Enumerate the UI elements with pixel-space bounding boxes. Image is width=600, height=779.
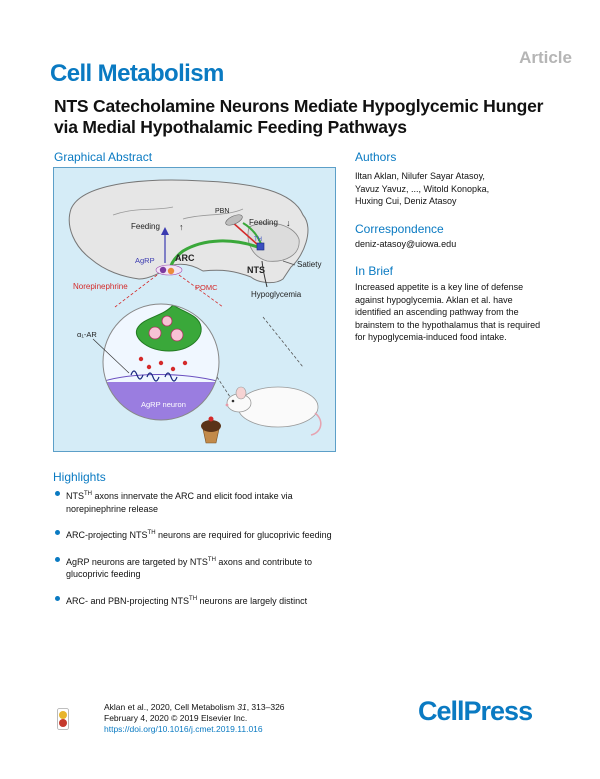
highlights-list bbox=[55, 488, 355, 619]
bullet-icon bbox=[55, 596, 60, 601]
correspondence-heading: Correspondence bbox=[355, 222, 444, 236]
label-pomc: POMC bbox=[195, 283, 218, 292]
label-th: TH bbox=[254, 237, 262, 243]
graphical-abstract-figure bbox=[53, 167, 336, 452]
doi-link[interactable]: https://doi.org/10.1016/j.cmet.2019.11.016 bbox=[104, 724, 263, 734]
ne-molecule bbox=[147, 365, 151, 369]
highlight-item: $NTS^{TH}$ axons innervate the ARC and elicit food intake via norepinephrine release bbox=[55, 488, 355, 515]
bullet-icon bbox=[55, 557, 60, 562]
cellpress-logo: CellPress bbox=[418, 696, 533, 726]
label-hypoglycemia: Hypoglycemia bbox=[251, 290, 302, 299]
authors-list bbox=[355, 170, 555, 208]
author-line: Huxing Cui, Deniz Atasoy bbox=[355, 196, 457, 206]
article-title: NTS Catecholamine Neurons Mediate Hypoglycemic Hunger via Medial Hypothalamic Feeding Pathways bbox=[54, 96, 544, 137]
ne-molecule bbox=[183, 361, 187, 365]
bullet-icon bbox=[55, 530, 60, 535]
in-brief-heading: In Brief bbox=[355, 264, 394, 278]
label-agrp-neuron: AgRP neuron bbox=[141, 400, 186, 409]
author-line: Iltan Aklan, Nilufer Sayar Atasoy, bbox=[355, 171, 485, 181]
label-pbn: PBN bbox=[215, 208, 230, 215]
crossmark-icon[interactable] bbox=[57, 708, 69, 730]
citation-line-1: Aklan et al., 2020, Cell Metabolism 31, 313–326 bbox=[104, 702, 285, 712]
article-type-tag: Article bbox=[519, 48, 572, 67]
label-satiety: Satiety bbox=[297, 260, 322, 269]
ne-molecule bbox=[159, 361, 163, 365]
highlight-item: ARC- and PBN-projecting $NTS^{TH}$ neurons are largely distinct bbox=[55, 593, 355, 608]
authors-heading: Authors bbox=[355, 150, 397, 164]
label-nts: NTS bbox=[247, 265, 265, 275]
ne-molecule bbox=[139, 357, 143, 361]
bullet-icon bbox=[55, 491, 60, 496]
nts-neuron-marker bbox=[257, 243, 264, 250]
vesicle bbox=[171, 329, 183, 341]
ne-molecule bbox=[171, 367, 175, 371]
correspondence-email[interactable]: deniz-atasoy@uiowa.edu bbox=[355, 239, 457, 249]
in-brief-text: Increased appetite is a key line of defense against hypoglycemia. Aklan et al. have identified an ascending pathway from the brainstem to the hypothalamus that is required for hypoglycemia-induced food intake. bbox=[355, 282, 541, 342]
label-feeding-up: Feeding bbox=[131, 222, 160, 231]
vesicle bbox=[149, 327, 161, 339]
label-agrp: AgRP bbox=[135, 256, 155, 265]
journal-name: Cell Metabolism bbox=[50, 60, 224, 87]
highlight-item: AgRP neurons are targeted by $NTS^{TH}$ axons and contribute to glucoprivic feeding bbox=[55, 554, 355, 581]
citation-block bbox=[104, 702, 285, 735]
label-norepinephrine: Norepinephrine bbox=[73, 282, 128, 291]
feeding-down-glyph: ↓ bbox=[286, 218, 291, 228]
label-alpha-ar: α₁-AR bbox=[77, 330, 97, 339]
graphical-abstract-heading: Graphical Abstract bbox=[54, 150, 153, 164]
citation-line-2: February 4, 2020 © 2019 Elsevier Inc. bbox=[104, 713, 248, 723]
highlights-heading: Highlights bbox=[53, 470, 106, 484]
label-arc: ARC bbox=[175, 253, 195, 263]
author-line: Yavuz Yavuz, ..., Witold Konopka, bbox=[355, 183, 490, 194]
pomc-cell bbox=[168, 268, 174, 274]
feeding-up-glyph: ↑ bbox=[179, 222, 184, 232]
vesicle bbox=[162, 316, 172, 326]
agrp-cell bbox=[160, 267, 166, 273]
label-feeding-down: Feeding bbox=[249, 218, 278, 227]
highlight-item: ARC-projecting $NTS^{TH}$ neurons are required for glucoprivic feeding bbox=[55, 527, 355, 542]
